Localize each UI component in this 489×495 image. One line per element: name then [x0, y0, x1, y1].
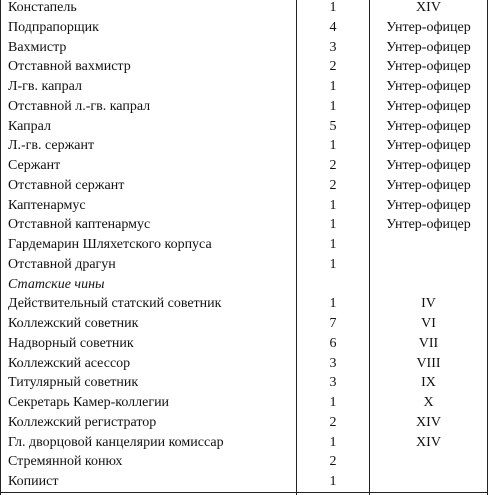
- count-cell: 1: [329, 474, 337, 489]
- count-cell: 1: [329, 217, 337, 233]
- rank-title-cell: Капрал: [8, 118, 51, 134]
- table-row: [0, 0, 488, 18]
- class-cell: [370, 255, 487, 275]
- count-cell: 1: [329, 237, 337, 252]
- rank-title-cell: Коллежский асессор: [8, 355, 131, 371]
- rank-title-cell: Каптенармус: [8, 197, 86, 213]
- class-cell: Унтер-офицер: [386, 217, 471, 233]
- count-cell: 2: [329, 177, 337, 193]
- class-cell: VI: [421, 316, 436, 331]
- table-row: [0, 255, 488, 275]
- class-cell: Унтер-офицер: [386, 158, 471, 173]
- class-cell: Унтер-офицер: [386, 59, 471, 75]
- count-cell: 1: [329, 197, 337, 213]
- rank-title-cell: Копиист: [8, 474, 59, 489]
- class-cell: [370, 235, 487, 255]
- count-cell: 1: [329, 138, 337, 154]
- table-row: [0, 393, 488, 413]
- rank-title-cell: Отставной л.-гв. капрал: [8, 98, 151, 114]
- class-cell: Унтер-офицер: [386, 19, 471, 35]
- table-row: [0, 176, 488, 196]
- table-row: [0, 433, 488, 453]
- rank-title-cell: Надворный советник: [8, 335, 134, 351]
- rank-title-cell: Коллежский советник: [8, 316, 139, 331]
- count-cell: 2: [329, 158, 337, 173]
- rank-title-cell: Отставной каптенармус: [8, 217, 151, 233]
- count-cell: 7: [329, 316, 337, 331]
- class-cell: Унтер-офицер: [386, 138, 471, 154]
- count-cell: 2: [329, 454, 337, 470]
- count-cell: 2: [329, 59, 337, 75]
- count-cell: 4: [329, 19, 337, 35]
- table-row: [0, 373, 488, 393]
- class-cell: XIV: [416, 414, 441, 430]
- class-cell: Унтер-офицер: [386, 39, 471, 55]
- count-cell: 1: [329, 79, 337, 94]
- count-cell: 2: [329, 414, 337, 430]
- rank-title-cell: Титулярный советник: [8, 375, 139, 391]
- rank-title-cell: Стремянной конюх: [8, 454, 123, 470]
- table-row: [0, 294, 488, 314]
- class-cell: Унтер-офицер: [386, 98, 471, 114]
- table-row: [0, 215, 488, 235]
- table-bottom-border: [0, 492, 488, 493]
- count-cell: 1: [329, 256, 337, 272]
- count-cell: 3: [329, 355, 337, 371]
- class-cell: Унтер-офицер: [386, 197, 471, 213]
- table-row: [0, 156, 488, 176]
- table-row: [0, 196, 488, 216]
- table-row: [0, 452, 488, 472]
- table-row: [0, 354, 488, 374]
- class-cell: [370, 452, 487, 472]
- class-cell: X: [423, 395, 434, 410]
- count-cell: 5: [329, 118, 337, 134]
- table-row: [0, 235, 488, 255]
- count-cell: 3: [329, 39, 337, 55]
- table-row: [0, 472, 488, 492]
- rank-title-cell: Отставной сержант: [8, 177, 125, 193]
- rank-title-cell: Секретарь Камер-коллегии: [8, 395, 170, 410]
- rank-title-cell: Гардемарин Шляхетского корпуса: [8, 237, 212, 252]
- class-cell: Унтер-офицер: [386, 79, 471, 94]
- class-cell: [370, 472, 487, 492]
- class-cell: Унтер-офицер: [386, 177, 471, 193]
- table-row: [0, 314, 488, 334]
- rank-title-cell: Действительный статский советник: [8, 296, 222, 312]
- count-cell: 1: [329, 434, 337, 450]
- table-row: [0, 334, 488, 354]
- section-heading: Статские чины: [8, 276, 105, 292]
- table-row: [0, 97, 488, 117]
- count-cell: 1: [329, 0, 337, 15]
- table-row: [0, 57, 488, 77]
- rank-title-cell: Отставной вахмистр: [8, 59, 131, 75]
- rank-title-cell: Л-гв. капрал: [8, 79, 82, 94]
- rank-title-cell: Гл. дворцовой канцелярии комиссар: [8, 434, 224, 450]
- class-cell: IX: [421, 375, 436, 391]
- count-cell: 1: [329, 98, 337, 114]
- class-cell: Унтер-офицер: [386, 118, 471, 134]
- class-cell: VIII: [416, 355, 441, 371]
- class-cell: XIV: [416, 0, 441, 15]
- rank-title-cell: Коллежский регистратор: [8, 414, 157, 430]
- rank-title-cell: Подпрапорщик: [8, 19, 99, 35]
- table-row: [0, 117, 488, 137]
- table-row: [0, 413, 488, 433]
- class-cell: IV: [421, 296, 436, 312]
- rank-title-cell: Констапель: [8, 0, 77, 15]
- rank-title-cell: Вахмистр: [8, 39, 67, 55]
- count-cell: 6: [329, 335, 337, 351]
- count-cell: 1: [329, 395, 337, 410]
- table-row: [0, 136, 488, 156]
- count-cell: 3: [329, 375, 337, 391]
- class-cell: XIV: [416, 434, 441, 450]
- table-row: [0, 77, 488, 97]
- table-row: [0, 38, 488, 58]
- rank-title-cell: Л.-гв. сержант: [8, 138, 95, 154]
- class-cell: VII: [418, 335, 439, 351]
- table-row: [0, 18, 488, 38]
- rank-title-cell: Отставной драгун: [8, 256, 116, 272]
- section-header-row: [0, 275, 488, 295]
- count-cell: 1: [329, 296, 337, 312]
- rank-title-cell: Сержант: [8, 158, 61, 173]
